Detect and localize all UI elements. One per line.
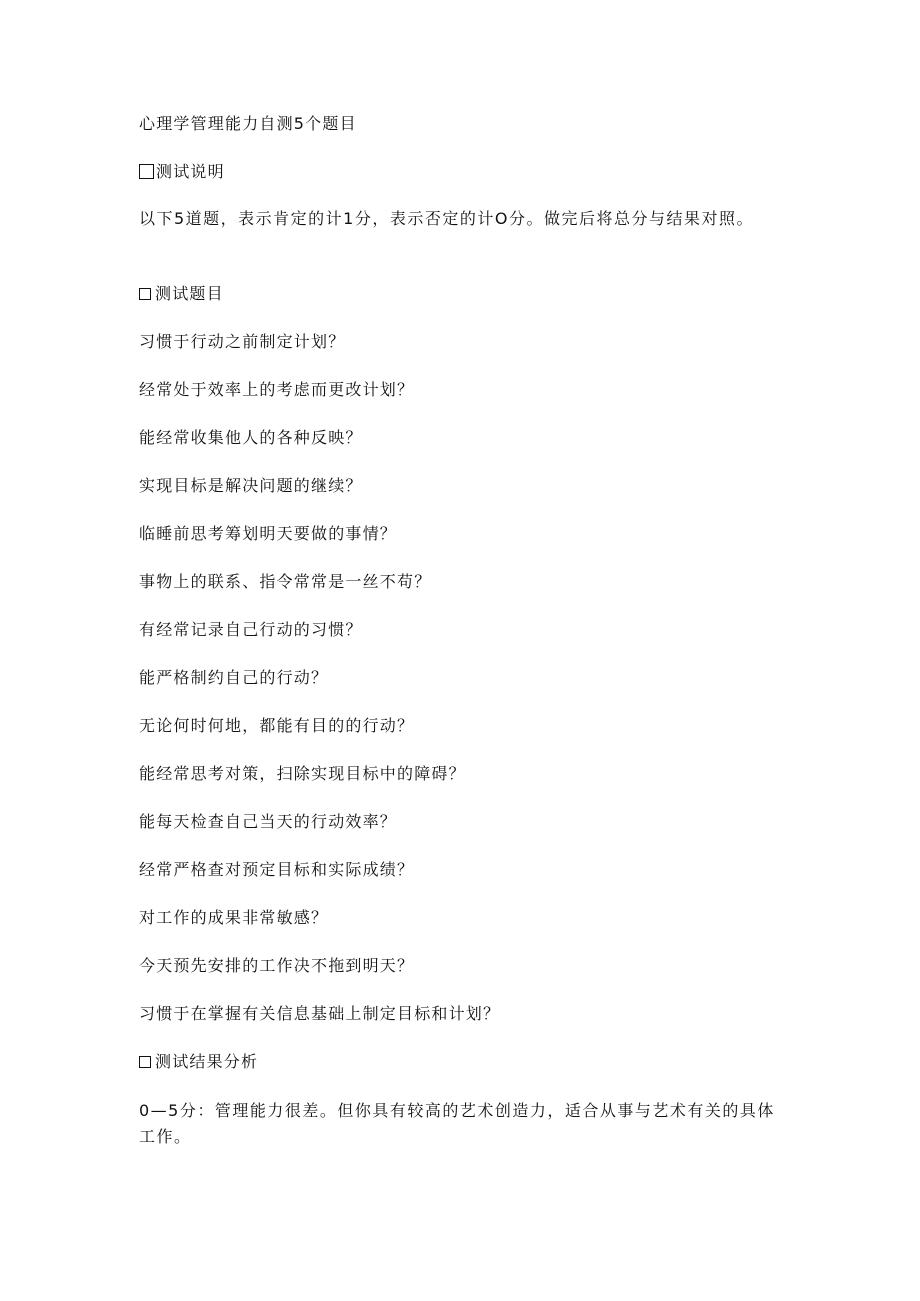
questions-heading-row: [139, 282, 779, 306]
question-item: 无论何时何地，都能有目的的行动？: [139, 716, 415, 735]
document-title: 心理学管理能力自测5个题目: [139, 114, 357, 133]
results-heading: 测试结果分析: [155, 1052, 259, 1071]
question-item: 临睡前思考筹划明天要做的事情？: [139, 524, 398, 543]
checkbox-square-icon: [139, 164, 154, 179]
question-item: 经常严格查对预定目标和实际成绩？: [139, 860, 415, 879]
instructions-heading: 测试说明: [156, 162, 225, 181]
question-item: 习惯于在掌握有关信息基础上制定目标和计划？: [139, 1004, 501, 1023]
instructions-heading-row: [139, 160, 779, 184]
question-item: 实现目标是解决问题的继续？: [139, 476, 363, 495]
question-item: 能严格制约自己的行动？: [139, 668, 329, 687]
square-bullet-icon: [139, 1056, 151, 1068]
question-item: 事物上的联系、指令常常是一丝不苟？: [139, 572, 432, 591]
question-item: 有经常记录自己行动的习惯？: [139, 620, 363, 639]
question-item: 能经常思考对策，扫除实现目标中的障碍？: [139, 764, 466, 783]
instructions-text: 以下5道题，表示肯定的计1分，表示否定的计O分。做完后将总分与结果对照。: [139, 209, 754, 228]
results-heading-row: [139, 1050, 779, 1074]
question-item: 对工作的成果非常敏感？: [139, 908, 329, 927]
question-item: 经常处于效率上的考虑而更改计划？: [139, 380, 415, 399]
square-bullet-icon: [139, 288, 151, 300]
questions-heading: 测试题目: [155, 284, 224, 303]
question-item: 能每天检查自己当天的行动效率？: [139, 812, 398, 831]
question-item: 能经常收集他人的各种反映？: [139, 428, 363, 447]
question-item: 习惯于行动之前制定计划？: [139, 332, 346, 351]
question-item: 今天预先安排的工作决不拖到明天？: [139, 956, 415, 975]
result-item: 0—5分：管理能力很差。但你具有较高的艺术创造力，适合从事与艺术有关的具体工作。: [139, 1101, 775, 1146]
